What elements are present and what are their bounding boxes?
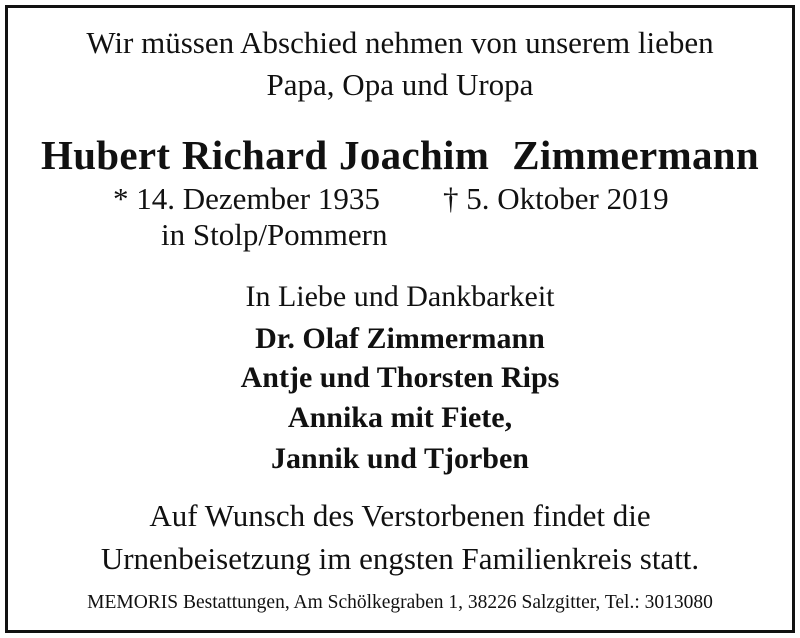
mourner-name: Annika mit Fiete,	[287, 401, 513, 434]
mourning-phrase: In Liebe und Dankbarkeit	[245, 280, 555, 313]
mourner-name: Dr. Olaf Zimmermann	[255, 322, 545, 355]
deceased-name: Hubert Richard Joachim Zimmermann	[41, 132, 759, 178]
closing-text-line-2: Urnenbeisetzung im engsten Familienkreis statt.	[100, 541, 700, 576]
death-date: † 5. Oktober 2019	[443, 181, 669, 216]
intro-text-line-2: Papa, Opa und Uropa	[266, 67, 534, 102]
funeral-home-footer: MEMORIS Bestattungen, Am Schölkegraben 1, 38226 Salzgitter, Tel.: 3013080	[87, 592, 713, 613]
mourner-name: Jannik und Tjorben	[271, 442, 529, 475]
birthplace: in Stolp/Pommern	[161, 217, 388, 252]
obituary-notice	[5, 5, 795, 633]
intro-text-line-1: Wir müssen Abschied nehmen von unserem lieben	[86, 25, 714, 60]
closing-text-line-1: Auf Wunsch des Verstorbenen findet die	[149, 498, 651, 533]
birth-date: * 14. Dezember 1935	[113, 181, 380, 216]
mourner-name: Antje und Thorsten Rips	[240, 361, 560, 394]
